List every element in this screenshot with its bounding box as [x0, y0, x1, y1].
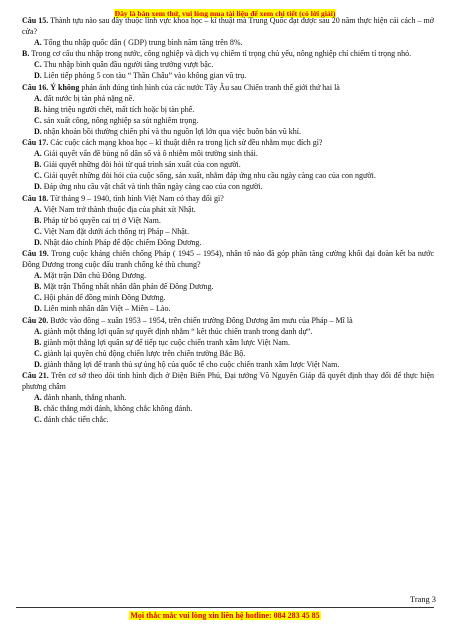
option-letter: D. [34, 71, 42, 81]
option-text: Liên tiếp phóng 5 con tàu “ Thần Châu” vào không gian vũ trụ. [41, 71, 247, 81]
option-letter: A. [34, 393, 42, 403]
question-text: Trong cuộc kháng chiến chống Pháp ( 1945 – 1954), nhân tố nào đã góp phần tăng cường khối đại đoàn kết ba nước Đông Dương trong cuộc đấu tranh chống kẻ thù chung? [22, 248, 434, 270]
question [22, 370, 434, 392]
answer-option [22, 392, 434, 403]
answer-option [22, 148, 434, 159]
option-text: Mặt trận Dân chủ Đông Dương. [41, 271, 147, 281]
answer-option [22, 292, 434, 303]
answer-option [22, 93, 434, 104]
option-text: Nhật đảo chính Pháp để độc chiếm Đông Dương. [41, 237, 202, 247]
option-text: giành lại quyền chủ động chiến lược trên chiến trường Bắc Bộ. [41, 348, 246, 358]
question [22, 193, 434, 204]
question [22, 137, 434, 148]
option-letter: A. [34, 204, 42, 214]
option-text: giành một thắng lợi quân sự quyết định nhằm “ kết thúc chiến tranh trong danh dự”. [41, 326, 313, 336]
question-number: Câu 20. [22, 315, 49, 325]
option-text: Việt Nam trở thành thuộc địa của phát xít Nhật. [41, 204, 196, 214]
option-text: sản xuất công, nông nghiệp sa sút nghiêm trọng. [41, 115, 199, 125]
answer-option [22, 48, 434, 59]
answer-option [22, 403, 434, 414]
option-letter: C. [34, 226, 42, 236]
question-prefix: Ý [48, 82, 59, 92]
option-letter: A. [34, 38, 42, 48]
question-text: phản ánh đúng tình hình của các nước Tây Âu sau Chiến tranh thế giới thứ hai là [79, 82, 340, 92]
option-letter: C. [34, 348, 42, 358]
option-letter: A. [34, 326, 42, 336]
question-number: Câu 15. [22, 16, 49, 25]
answer-option [22, 104, 434, 115]
option-letter: A. [34, 149, 42, 159]
answer-option [22, 337, 434, 348]
hotline-footer [0, 611, 450, 620]
answer-option [22, 170, 434, 181]
option-letter: C. [34, 115, 42, 125]
option-text: đánh chắc tiến chắc. [41, 415, 109, 425]
question [22, 82, 434, 93]
question-number: Câu 16. [22, 82, 49, 92]
question-number: Câu 17. [22, 138, 49, 148]
page-number: Trang 3 [410, 595, 436, 604]
option-text: Pháp từ bỏ quyền cai trị ở Việt Nam. [41, 215, 161, 225]
question-text: Từ tháng 9 – 1940, tình hình Việt Nam có thay đổi gì? [48, 193, 224, 203]
answer-option [22, 215, 434, 226]
option-letter: B. [22, 49, 30, 59]
option-letter: D. [34, 359, 42, 369]
option-text: Thu nhập bình quân đầu người tăng trưởng vượt bậc. [41, 60, 214, 70]
answer-option [22, 126, 434, 137]
option-letter: B. [34, 337, 42, 347]
answer-option [22, 303, 434, 314]
answer-option [22, 270, 434, 281]
option-letter: C. [34, 171, 42, 181]
option-letter: B. [34, 215, 42, 225]
question-number: Câu 19. [22, 248, 49, 258]
option-text: nhận khoản bồi thường chiến phí và thu nguồn lợi lớn qua việc buôn bán vũ khí. [41, 126, 301, 136]
answer-option [22, 159, 434, 170]
question-text: Thành tựu nào sau đây thuộc lĩnh vực khoa học – kĩ thuật mà Trung Quốc đạt được sau 20 năm thực hiện cải cách – mở cửa? [22, 16, 434, 37]
answer-option [22, 414, 434, 425]
question-number: Câu 18. [22, 193, 49, 203]
option-letter: C. [34, 293, 42, 303]
question-text: Các cuộc cách mạng khoa học – kĩ thuật diễn ra trong lịch sử đều nhằm mục đích gì? [48, 138, 323, 148]
answer-option [22, 226, 434, 237]
question-list [22, 15, 434, 425]
answer-option [22, 181, 434, 192]
question-text: Trên cơ sở theo dõi tình hình địch ở Điện Biên Phủ, Đại tướng Võ Nguyên Giáp đã quyết định thay đổi để thực hiện phương châm [22, 371, 434, 392]
preview-banner-text: Đây là bản xem thử, vui lòng mua tài liệu để xem chi tiết (có lời giải) [114, 9, 336, 18]
question-number: Câu 21. [22, 371, 49, 380]
answer-option [22, 115, 434, 126]
question [22, 15, 434, 37]
answer-option [22, 359, 434, 370]
question-text: Bước vào đông – xuân 1953 – 1954, trên chiến trường Đông Dương âm mưu của Pháp – Mĩ là [48, 315, 353, 325]
answer-option [22, 59, 434, 70]
option-text: Hội phản đế đồng minh Đông Dương. [41, 293, 166, 303]
option-text: đất nước bị tàn phá nặng nề. [41, 93, 135, 103]
question-emphasis: không [58, 82, 80, 92]
option-letter: B. [34, 282, 42, 292]
option-text: hàng triệu người chết, mất tích hoặc bị tàn phế. [41, 104, 195, 114]
option-text: Mặt trận Thống nhất nhân dân phản đế Đông Dương. [41, 282, 214, 292]
option-letter: C. [34, 60, 42, 70]
option-text: giành một thắng lợi quân sự để tiếp tục cuộc chiến tranh xâm lược Việt Nam. [41, 337, 291, 347]
answer-option [22, 348, 434, 359]
hotline-footer-text: Mọi thắc mắc vui lòng xin liên hệ hotline: 084 283 45 85 [130, 611, 320, 620]
option-letter: D. [34, 126, 42, 136]
option-text: Tổng thu nhập quốc dân ( GDP) trung bình năm tăng trên 8%. [41, 38, 243, 48]
question [22, 248, 434, 270]
option-text: Giải quyết những đòi hỏi của cuộc sống, sản xuất, nhằm đáp ứng nhu cầu ngày càng cao của con người. [41, 171, 376, 181]
option-text: Liên minh nhân dân Việt – Miên – Lào. [41, 304, 171, 314]
option-text: Việt Nam đặt dưới ách thống trị Pháp – Nhật. [41, 226, 190, 236]
answer-option [22, 204, 434, 215]
option-text: Giải quyết vấn đề bùng nổ dân số và ô nhiễm môi trường sinh thái. [41, 149, 258, 159]
option-letter: B. [34, 160, 42, 170]
option-text: Giải quyết những đòi hỏi từ quá trình sản xuất của con người. [41, 160, 241, 170]
option-text: Đáp ứng nhu cầu vật chất và tinh thần ngày càng cao của con người. [41, 182, 263, 192]
option-letter: D. [34, 304, 42, 314]
answer-option [22, 70, 434, 81]
answer-option [22, 326, 434, 337]
option-text: đánh nhanh, thắng nhanh. [41, 393, 127, 403]
option-text: giành thắng lợi để tranh thủ sự ủng hộ của quốc tế cho cuộc chiến tranh xâm lược Việt Nam. [41, 359, 340, 369]
option-letter: C. [34, 415, 42, 425]
question [22, 315, 434, 326]
answer-option [22, 37, 434, 48]
answer-option [22, 237, 434, 248]
option-letter: A. [34, 271, 42, 281]
option-letter: B. [34, 104, 42, 114]
footer-divider [16, 607, 434, 608]
option-text: Trong cơ cấu thu nhập trong nước, công nghiệp và dịch vụ chiếm tỉ trọng chủ yếu, nông nghiệp chỉ chiếm tỉ trọng nhỏ. [29, 49, 412, 59]
option-letter: B. [34, 404, 42, 414]
option-letter: A. [34, 93, 42, 103]
option-text: chắc thắng mới đánh, không chắc không đánh. [41, 404, 193, 414]
option-letter: D. [34, 237, 42, 247]
answer-option [22, 281, 434, 292]
option-letter: D. [34, 182, 42, 192]
